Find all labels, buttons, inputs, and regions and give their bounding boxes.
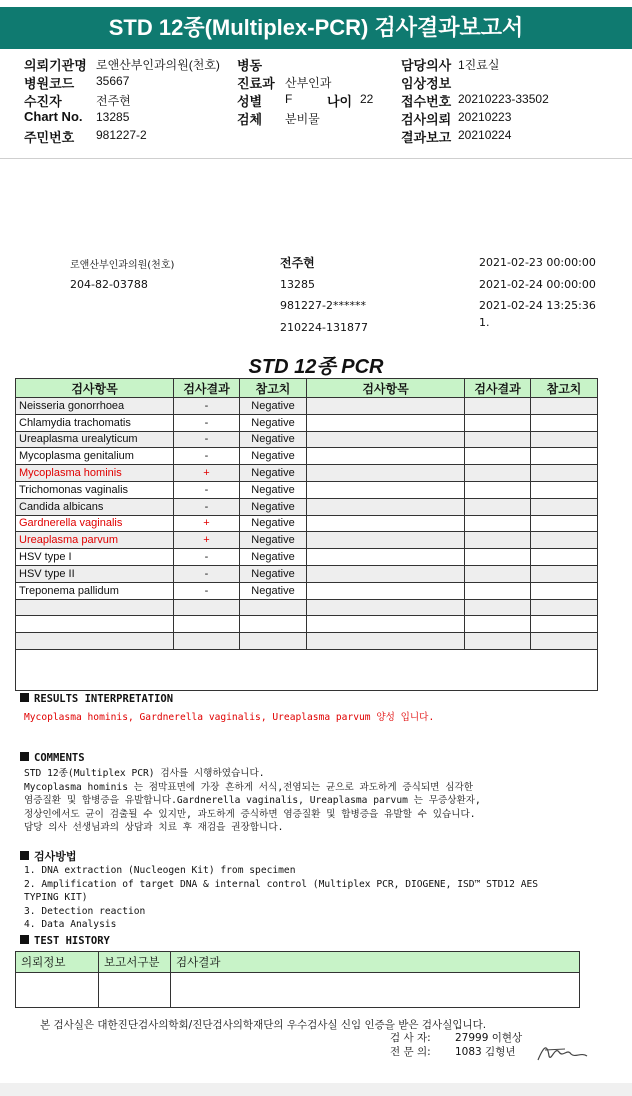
test-result-cell xyxy=(174,599,240,616)
test-result-cell: - xyxy=(174,431,240,448)
header-label: 주민번호 xyxy=(24,130,75,145)
test-result-cell: - xyxy=(174,398,240,415)
method-line: 2. Amplification of target DNA & internal control (Multiplex PCR, DIOGENE, ISD™ STD12 AES xyxy=(24,878,539,890)
test-result-cell xyxy=(465,599,531,616)
table-row xyxy=(16,565,598,582)
method-line: 3. Detection reaction xyxy=(24,905,146,917)
reference-cell xyxy=(531,565,598,582)
test-result-cell xyxy=(465,582,531,599)
header-label: 검체 xyxy=(237,112,263,127)
col-header: 검사항목 xyxy=(307,379,465,398)
reference-cell: Negative xyxy=(240,481,307,498)
age-label: 나이 xyxy=(327,94,353,109)
table-row xyxy=(16,398,598,415)
header-value: 35667 xyxy=(96,74,130,88)
age-value: 22 xyxy=(360,92,374,106)
table-row xyxy=(16,431,598,448)
test-item-cell xyxy=(307,414,465,431)
reference-cell: Negative xyxy=(240,515,307,532)
header-label: 검사의뢰 xyxy=(401,112,452,127)
col-header: 보고서구분 xyxy=(99,952,171,973)
comment-line: STD 12종(Multiplex PCR) 검사를 시행하였습니다. xyxy=(24,768,265,779)
col-header: 검사항목 xyxy=(16,379,174,398)
reference-cell xyxy=(240,599,307,616)
reference-cell xyxy=(531,398,598,415)
date-requested: 2021-02-23 00:00:00 xyxy=(479,256,596,269)
test-result-cell: - xyxy=(174,414,240,431)
test-item-cell xyxy=(307,448,465,465)
results-header-row xyxy=(16,379,598,398)
reference-cell xyxy=(531,414,598,431)
test-result-cell xyxy=(465,465,531,482)
comments-text xyxy=(24,767,481,835)
method-line: 4. Data Analysis xyxy=(24,919,117,930)
table-row xyxy=(16,448,598,465)
table-row xyxy=(16,515,598,532)
test-result-cell xyxy=(465,431,531,448)
comments-label: COMMENTS xyxy=(34,752,85,764)
test-item-cell: Treponema pallidum xyxy=(16,582,174,599)
header-label: 임상정보 xyxy=(401,76,452,91)
header-value: 20210223 xyxy=(458,110,512,124)
table-row xyxy=(16,616,598,633)
test-item-cell: Mycoplasma genitalium xyxy=(16,448,174,465)
test-item-cell xyxy=(307,532,465,549)
header-value: 분비물 xyxy=(285,112,320,126)
test-item-cell: HSV type II xyxy=(16,565,174,582)
reference-cell: Negative xyxy=(240,398,307,415)
reference-cell: Negative xyxy=(240,465,307,482)
header-label: 병원코드 xyxy=(24,76,75,91)
comment-line: 담당 의사 선생님과의 상담과 치료 후 재검을 권장합니다. xyxy=(24,822,284,833)
reference-cell xyxy=(531,599,598,616)
header-value: 13285 xyxy=(96,110,130,124)
reference-cell: Negative xyxy=(240,414,307,431)
reference-cell xyxy=(531,532,598,549)
test-result-cell xyxy=(465,414,531,431)
table-row xyxy=(16,481,598,498)
test-result-cell xyxy=(174,616,240,633)
table-row xyxy=(16,582,598,599)
reference-cell xyxy=(531,633,598,650)
test-result-cell: - xyxy=(174,448,240,465)
order-header xyxy=(0,52,632,160)
method-line: 1. DNA extraction (Nucleogen Kit) from specimen xyxy=(24,865,296,876)
test-item-cell xyxy=(307,431,465,448)
col-header: 참고치 xyxy=(240,379,307,398)
test-item-cell xyxy=(307,549,465,566)
header-label: 성별 xyxy=(237,94,263,109)
doctor-label: 전 문 의: xyxy=(390,1046,431,1058)
test-item-cell: Trichomonas vaginalis xyxy=(16,481,174,498)
test-result-cell xyxy=(174,633,240,650)
test-result-cell: + xyxy=(174,515,240,532)
header-divider xyxy=(0,158,632,159)
test-item-cell: Chlamydia trachomatis xyxy=(16,414,174,431)
reference-cell xyxy=(531,448,598,465)
reference-cell: Negative xyxy=(240,565,307,582)
results-interpretation-text: Mycoplasma hominis, Gardnerella vaginalis, Ureaplasma parvum 양성 입니다. xyxy=(24,712,435,723)
table-row xyxy=(16,633,598,650)
bullet-square-icon xyxy=(20,752,29,761)
table-row xyxy=(16,599,598,616)
certification-note: 본 검사실은 대한진단검사의학회/진단검사의학재단의 우수검사실 신임 인증을 받은 검사실입니다. xyxy=(40,1019,487,1031)
header-label: 의뢰기관명 xyxy=(24,58,87,73)
signature-icon xyxy=(535,1038,590,1066)
header-label: 결과보고 xyxy=(401,130,452,145)
test-result-cell xyxy=(465,398,531,415)
test-item-cell xyxy=(16,633,174,650)
results-empty-area xyxy=(15,650,598,691)
test-item-cell xyxy=(16,616,174,633)
test-item-cell: Ureaplasma urealyticum xyxy=(16,431,174,448)
results-interpretation-heading xyxy=(20,693,173,705)
reference-cell xyxy=(531,498,598,515)
test-item-cell xyxy=(307,465,465,482)
test-item-cell xyxy=(307,565,465,582)
header-value: 20210223-33502 xyxy=(458,92,549,106)
test-result-cell xyxy=(465,616,531,633)
test-item-cell xyxy=(307,498,465,515)
patient-chart: 13285 xyxy=(280,278,315,291)
history-row xyxy=(16,973,580,1008)
test-item-cell: Gardnerella vaginalis xyxy=(16,515,174,532)
test-result-cell: - xyxy=(174,549,240,566)
test-result-cell xyxy=(465,633,531,650)
header-value: 로앤산부인과의원(천호) xyxy=(96,58,220,72)
test-result-cell xyxy=(465,532,531,549)
test-item-cell xyxy=(307,515,465,532)
test-item-cell: Candida albicans xyxy=(16,498,174,515)
header-label: Chart No. xyxy=(24,109,83,124)
patient-name: 전주현 xyxy=(280,256,315,270)
header-value: 1진료실 xyxy=(458,58,500,72)
comment-line: 정상인에서도 균이 검출될 수 있지만, 과도하게 증식하면 염증질환 및 합병증을 유발할 수 있습니다. xyxy=(24,808,476,820)
col-header: 검사결과 xyxy=(171,952,580,973)
test-result-cell: - xyxy=(174,565,240,582)
table-row xyxy=(16,549,598,566)
test-result-cell xyxy=(465,515,531,532)
reference-cell xyxy=(240,633,307,650)
history-header-row xyxy=(16,952,580,973)
bottom-margin xyxy=(0,1083,632,1096)
table-row xyxy=(16,414,598,431)
test-result-cell xyxy=(465,481,531,498)
reference-cell: Negative xyxy=(240,549,307,566)
comment-line: Mycoplasma hominis 는 점막표면에 가장 흔하게 서식,전염되는 균으로 과도하게 증식되면 심각한 xyxy=(24,781,474,793)
history-cell xyxy=(16,973,99,1008)
reference-cell xyxy=(531,465,598,482)
bullet-square-icon xyxy=(20,935,29,944)
reference-cell: Negative xyxy=(240,448,307,465)
tester-label: 검 사 자: xyxy=(390,1032,431,1044)
reference-cell: Negative xyxy=(240,582,307,599)
test-item-cell xyxy=(307,599,465,616)
table-row xyxy=(16,532,598,549)
patient-ssn: 981227-2****** xyxy=(280,299,366,312)
reference-cell xyxy=(531,431,598,448)
test-result-cell: + xyxy=(174,465,240,482)
header-value: F xyxy=(285,92,293,106)
results-table xyxy=(15,378,598,650)
header-value: 981227-2 xyxy=(96,128,147,142)
comments-heading xyxy=(20,752,85,764)
reference-cell xyxy=(531,582,598,599)
test-result-cell xyxy=(465,498,531,515)
header-label: 수진자 xyxy=(24,94,62,109)
header-label: 진료과 xyxy=(237,76,275,91)
header-label: 접수번호 xyxy=(401,94,452,109)
test-item-cell xyxy=(307,616,465,633)
tester-name: 27999 이현상 xyxy=(455,1032,523,1044)
test-result-cell: - xyxy=(174,498,240,515)
test-result-cell: - xyxy=(174,582,240,599)
method-text xyxy=(24,864,538,932)
bullet-square-icon xyxy=(20,693,29,702)
comment-line: 염증질환 및 합병증을 유발합니다.Gardnerella vaginalis, Ureaplasma parvum 는 무증상환자, xyxy=(24,795,481,806)
results-interpretation-label: RESULTS INTERPRETATION xyxy=(34,693,174,705)
header-value: 산부인과 xyxy=(285,76,332,90)
bullet-square-icon xyxy=(20,851,29,860)
reference-cell xyxy=(531,616,598,633)
reference-cell xyxy=(531,481,598,498)
test-result-cell xyxy=(465,549,531,566)
doctor-name: 1083 김형년 xyxy=(455,1046,516,1058)
header-label: 병동 xyxy=(237,58,263,73)
test-item-cell: Ureaplasma parvum xyxy=(16,532,174,549)
reference-cell: Negative xyxy=(240,532,307,549)
method-line: TYPING KIT) xyxy=(24,892,88,903)
report-title: STD 12종(Multiplex-PCR) 검사결과보고서 xyxy=(0,7,632,49)
reference-cell xyxy=(531,549,598,566)
test-result-cell: + xyxy=(174,532,240,549)
test-history-label: TEST HISTORY xyxy=(34,935,110,947)
header-label: 담당의사 xyxy=(401,58,452,73)
col-header: 검사결과 xyxy=(465,379,531,398)
test-result-cell xyxy=(465,565,531,582)
test-history-table xyxy=(15,951,580,1008)
test-item-cell: Neisseria gonorrhoea xyxy=(16,398,174,415)
reference-cell: Negative xyxy=(240,431,307,448)
reference-cell xyxy=(531,515,598,532)
test-item-cell xyxy=(16,599,174,616)
page-number: 1. xyxy=(479,316,490,329)
accession-number: 210224-131877 xyxy=(280,321,368,334)
reference-cell: Negative xyxy=(240,498,307,515)
history-cell xyxy=(99,973,171,1008)
date-received: 2021-02-24 00:00:00 xyxy=(479,278,596,291)
header-value: 전주현 xyxy=(96,94,131,108)
test-item-cell: HSV type I xyxy=(16,549,174,566)
test-item-cell xyxy=(307,398,465,415)
clinic-number: 204-82-03788 xyxy=(70,278,148,291)
reference-cell xyxy=(240,616,307,633)
test-result-cell: - xyxy=(174,481,240,498)
test-item-cell xyxy=(307,633,465,650)
table-row xyxy=(16,465,598,482)
col-header: 의뢰정보 xyxy=(16,952,99,973)
table-row xyxy=(16,498,598,515)
test-history-heading xyxy=(20,935,110,947)
col-header: 참고치 xyxy=(531,379,598,398)
header-value: 20210224 xyxy=(458,128,512,142)
clinic-name: 로앤산부인과의원(천호) xyxy=(70,260,175,271)
col-header: 검사결과 xyxy=(174,379,240,398)
history-cell xyxy=(171,973,580,1008)
test-item-cell xyxy=(307,582,465,599)
test-result-cell xyxy=(465,448,531,465)
test-item-cell xyxy=(307,481,465,498)
section-title: STD 12종 PCR xyxy=(248,356,384,378)
test-item-cell: Mycoplasma hominis xyxy=(16,465,174,482)
date-reported: 2021-02-24 13:25:36 xyxy=(479,299,596,312)
method-heading xyxy=(20,848,77,864)
method-label: 검사방법 xyxy=(34,850,77,863)
